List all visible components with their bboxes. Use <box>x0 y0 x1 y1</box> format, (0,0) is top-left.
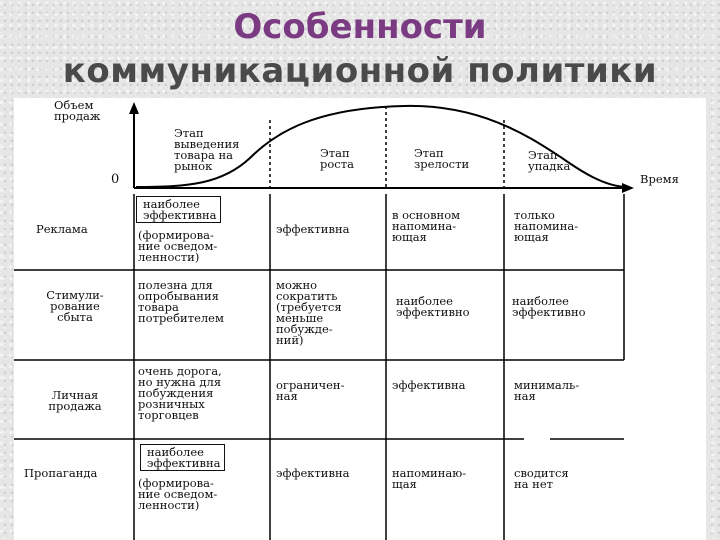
x-axis-label: Время <box>640 172 679 186</box>
stage-label-growth: Этап роста <box>320 146 354 171</box>
cell-text: полезна для опробывания товара потребителем <box>138 278 224 325</box>
cell-text: ограничен- ная <box>276 378 345 403</box>
origin-label: 0 <box>111 172 120 187</box>
cell-text: очень дорога, но нужна для побуждения розничных торговцев <box>138 364 222 422</box>
row-label-sales-promotion: Стимули- рование сбыта <box>46 288 104 324</box>
cell-text: (формирова- ние осведом- ленности) <box>138 228 218 264</box>
cell-text: наиболее эффективно <box>396 294 470 319</box>
y-axis-label: Объем продаж <box>54 98 101 123</box>
cell-text: эффективна <box>392 378 466 392</box>
cell-text: минималь- ная <box>514 378 580 403</box>
row-label-advertising: Реклама <box>36 222 88 236</box>
stage-label-maturity: Этап зрелости <box>414 146 470 171</box>
cell-text: в основном напомина- ющая <box>392 208 461 244</box>
cell-text: напоминаю- щая <box>392 466 467 491</box>
cell-text: только напомина- ющая <box>514 208 579 244</box>
row-label-publicity: Пропаганда <box>24 466 98 480</box>
row-label-personal-selling: Личная продажа <box>48 388 102 413</box>
stage-label-decline: Этап упадка <box>528 148 571 173</box>
slide-title-line2: коммуникационной политики <box>62 51 658 91</box>
cell-text: сводится на нет <box>514 466 569 491</box>
cell-text: эффективна <box>276 466 350 480</box>
cell-boxed-text: наиболее эффективна <box>136 196 221 223</box>
slide-title-line1: Особенности <box>233 7 487 47</box>
cell-text: эффективна <box>276 222 350 236</box>
cell-boxed-text: наиболее эффективна <box>140 444 225 471</box>
y-axis-arrow <box>129 102 139 114</box>
cell-text: наиболее эффективно <box>512 294 586 319</box>
cell-text: можно сократить (требуется меньше побужде- ний) <box>276 278 342 347</box>
x-axis-arrow <box>622 183 634 193</box>
cell-text: (формирова- ние осведом- ленности) <box>138 476 218 512</box>
stage-label-intro: Этап выведения товара на рынок <box>174 126 240 173</box>
lifecycle-table <box>14 98 706 540</box>
